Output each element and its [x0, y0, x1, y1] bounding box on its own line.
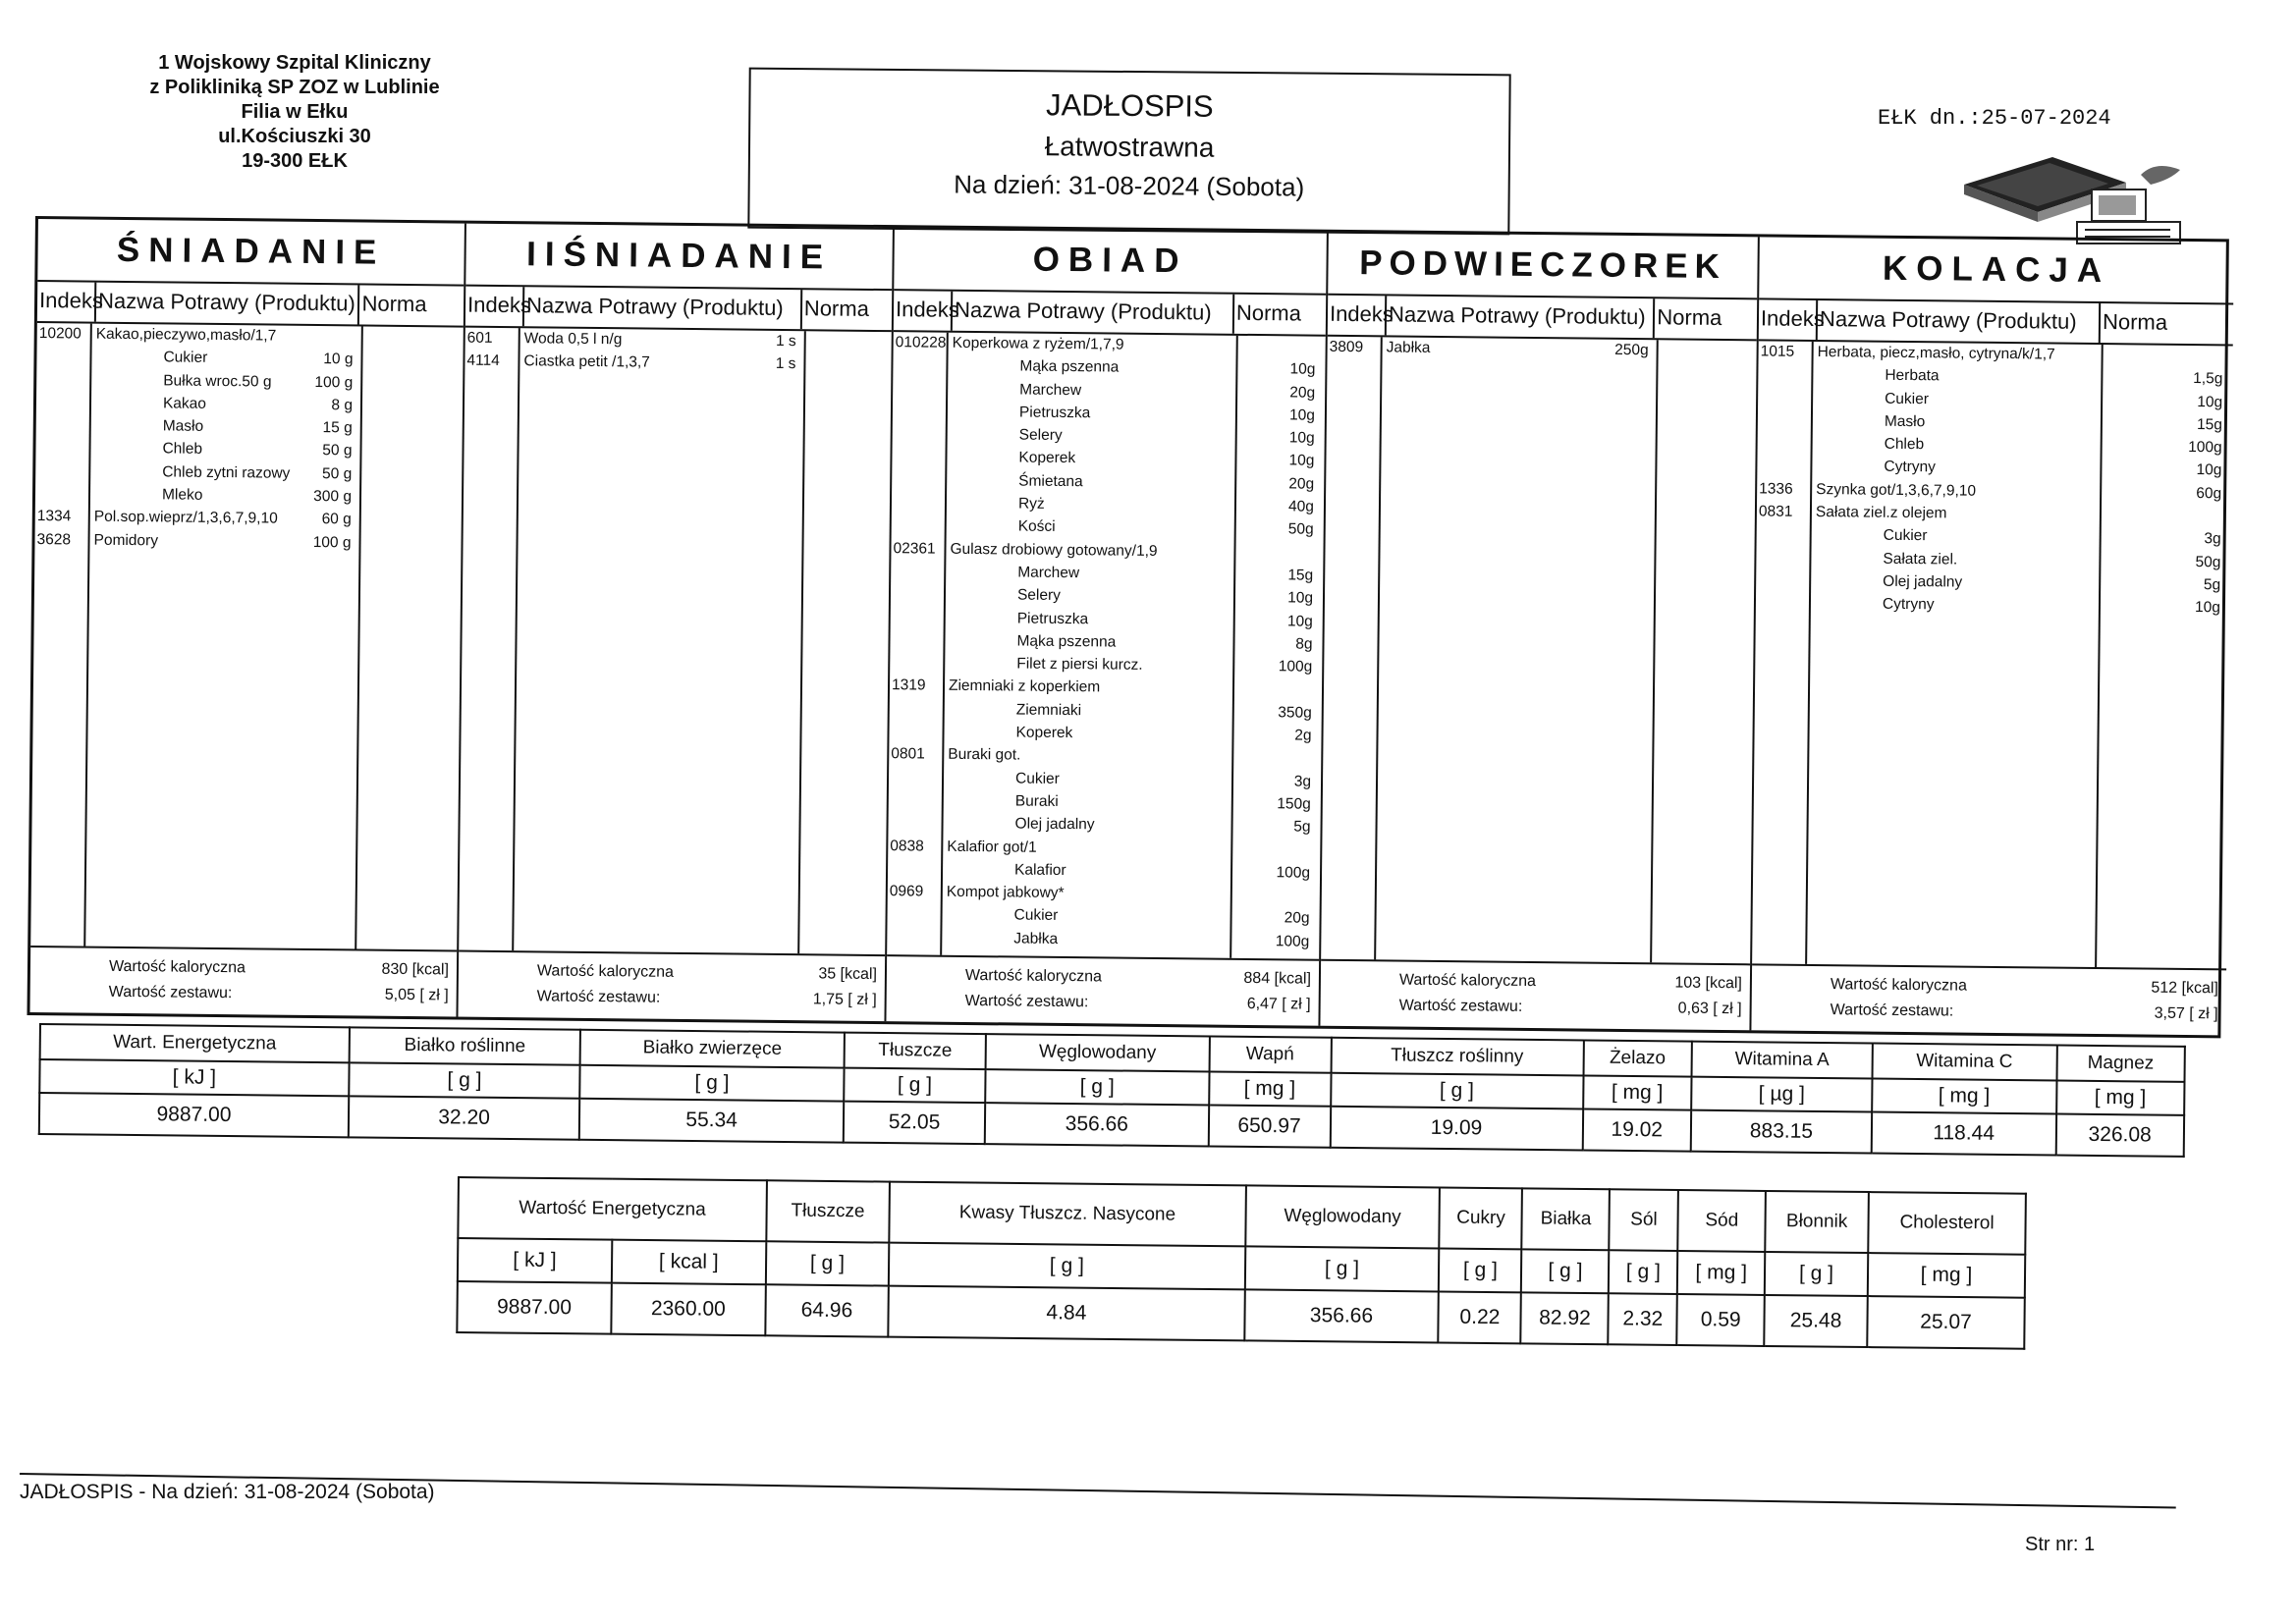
- cost-label: Wartość zestawu:: [108, 983, 233, 1002]
- nutrition-table: [38, 1023, 2186, 1158]
- ingredient-name: Chleb: [162, 440, 203, 459]
- ingredient-name: Selery: [1016, 586, 1062, 605]
- item-norm: 100g: [1276, 864, 1311, 882]
- ingredient-name: Ryż: [1017, 495, 1045, 513]
- nutrient-header: Białko roślinne: [350, 1027, 581, 1064]
- nutrient-value: 326.08: [2055, 1114, 2184, 1157]
- nutrient-header: Tłuszcz roślinny: [1331, 1038, 1583, 1076]
- nutrient-header: Cukry: [1440, 1187, 1523, 1249]
- item-index: 010228: [895, 334, 947, 352]
- calorie-label: Wartość kaloryczna: [964, 966, 1103, 986]
- ingredient-name: Śmietana: [1018, 472, 1083, 490]
- nutrient-unit: [ g ]: [1244, 1246, 1439, 1291]
- item-index: 1319: [891, 676, 926, 694]
- nutrient-value: 4.84: [888, 1286, 1244, 1341]
- institution-address: [118, 51, 471, 174]
- cost-label: Wartość zestawu:: [1398, 997, 1523, 1015]
- page-number: Str nr: 1: [2025, 1534, 2096, 1555]
- item-norm: 10g: [1288, 429, 1315, 447]
- ingredient-name: Olej jadalny: [1014, 815, 1095, 834]
- ingredient-name: Jabłka: [1013, 930, 1059, 947]
- column-header-norm: Norma: [803, 296, 870, 321]
- ingredient-name: Pietruszka: [1018, 404, 1091, 422]
- dish-name: Buraki got.: [948, 746, 1021, 764]
- item-norm: 10g: [2196, 461, 2222, 479]
- meal-body: [459, 328, 892, 957]
- document-title: JADŁOSPIS: [1045, 87, 1214, 124]
- ingredient-name: Cytryny: [1884, 459, 1937, 476]
- dish-name: Sałata ziel.z olejem: [1815, 504, 1947, 522]
- item-index: 10200: [38, 325, 82, 343]
- item-norm: 5g: [1293, 818, 1311, 836]
- nutrient-unit: [ mg ]: [1868, 1253, 2025, 1298]
- column-header-norm: Norma: [361, 291, 427, 317]
- column-header-row: [894, 291, 1326, 337]
- nutrient-unit: [ g ]: [1521, 1249, 1609, 1293]
- ingredient-name: Marchew: [1019, 381, 1082, 399]
- nutrient-header: Węglowodany: [1245, 1185, 1440, 1248]
- menu-date: Na dzień: 31-08-2024 (Sobota): [954, 169, 1305, 202]
- calorie-value: 512 [kcal]: [2151, 979, 2218, 998]
- nutrient-unit: [ g ]: [844, 1068, 986, 1104]
- item-index: 3809: [1329, 338, 1364, 356]
- menu-item-row: [887, 929, 1319, 956]
- nutrient-unit: [ g ]: [579, 1065, 844, 1102]
- item-norm: 8 g: [331, 397, 354, 414]
- dish-name: Kalafior got/1: [947, 838, 1037, 856]
- nutrient-value: 0.22: [1439, 1291, 1522, 1343]
- cost-value: 5,05 [ zł ]: [384, 986, 449, 1004]
- item-norm: 60g: [2196, 484, 2222, 503]
- item-norm: 20g: [1289, 383, 1316, 402]
- column-header-name: Nazwa Potrawy (Produktu): [953, 292, 1234, 334]
- nutrient-header: Magnez: [2056, 1046, 2185, 1082]
- nutrient-header: Kwasy Tłuszcz. Nasycone: [889, 1182, 1245, 1247]
- item-norm: 10g: [1286, 612, 1313, 630]
- item-norm: 150g: [1277, 795, 1311, 813]
- item-norm: 300 g: [313, 488, 353, 506]
- calorie-label: Wartość kaloryczna: [1830, 976, 1967, 995]
- ingredient-name: Koperek: [1018, 449, 1076, 467]
- item-norm: 50g: [1287, 520, 1314, 539]
- ingredient-name: Cukier: [1014, 770, 1060, 787]
- dish-name: Pomidory: [93, 531, 159, 549]
- nutrient-header: Białka: [1522, 1188, 1611, 1250]
- nutrient-value: 9887.00: [39, 1093, 349, 1137]
- item-norm: 10g: [1287, 589, 1314, 607]
- nutrient-header: Żelazo: [1583, 1040, 1692, 1076]
- nutrient-unit: [ g ]: [1765, 1252, 1868, 1296]
- meal-summary: [1320, 961, 1750, 1031]
- column-header-norm: Norma: [1657, 304, 1722, 330]
- item-norm: 5g: [2203, 576, 2221, 594]
- column-header-name: Nazwa Potrawy (Produktu): [1818, 300, 2101, 343]
- nutrient-unit: [ g ]: [1331, 1073, 1583, 1109]
- column-header-index: Indeks: [1759, 299, 1818, 340]
- nutrient-unit: [ kcal ]: [612, 1240, 766, 1285]
- dish-name: Ziemniaki z koperkiem: [948, 677, 1101, 696]
- institution-line: z Polikliniką SP ZOZ w Lublinie: [149, 77, 440, 98]
- ingredient-name: Ziemniaki: [1015, 701, 1082, 719]
- menu-table: [27, 216, 2228, 1038]
- nutrient-unit: [ kJ ]: [458, 1238, 612, 1283]
- ingredient-name: Mąka pszenna: [1016, 632, 1117, 651]
- meal-summary: [1751, 965, 2226, 1035]
- column-header-index: Indeks: [465, 287, 524, 327]
- item-norm: 10g: [1288, 406, 1316, 424]
- nutrient-unit: [ mg ]: [1677, 1251, 1765, 1295]
- ingredient-name: Buraki: [1014, 792, 1059, 810]
- nutrient-value: 2360.00: [611, 1283, 765, 1336]
- column-header-name: Nazwa Potrawy (Produktu): [96, 283, 360, 325]
- calorie-value: 103 [kcal]: [1674, 974, 1742, 993]
- nutrient-value: 25.48: [1764, 1295, 1867, 1347]
- item-norm: 20g: [1288, 475, 1315, 493]
- ingredient-name: Mleko: [161, 486, 203, 504]
- ingredient-name: Kakao: [162, 395, 207, 412]
- ingredient-name: Selery: [1018, 426, 1063, 445]
- item-index: 601: [466, 329, 493, 347]
- column-header-norm: Norma: [1235, 299, 1302, 326]
- column-header-row: [465, 287, 892, 333]
- item-norm: 250g: [1614, 341, 1649, 359]
- item-norm: 1 s: [775, 332, 796, 351]
- column-header-norm: Norma: [2102, 309, 2168, 335]
- cost-value: 6,47 [ zł ]: [1246, 995, 1311, 1013]
- nutrient-unit: [ g ]: [766, 1241, 890, 1285]
- ingredient-name: Chleb zytni razowy: [162, 463, 291, 482]
- ingredient-name: Herbata: [1885, 367, 1940, 385]
- item-norm: 20g: [1284, 909, 1310, 928]
- menu-item-row: [1328, 339, 1757, 366]
- dish-name: Gulasz drobiowy gotowany/1,9: [950, 540, 1158, 560]
- nutrient-value: 2.32: [1609, 1293, 1677, 1345]
- item-norm: 100g: [1278, 658, 1313, 676]
- nutrient-header: Białko zwierzęce: [580, 1030, 845, 1068]
- nutrient-header: Witamina A: [1692, 1042, 1873, 1079]
- nutrient-header: Tłuszcze: [845, 1033, 987, 1070]
- item-norm: 10g: [1288, 452, 1315, 470]
- nutrient-value: 19.09: [1330, 1107, 1582, 1151]
- nutrition-label-table: [456, 1176, 2027, 1350]
- calorie-label: Wartość kaloryczna: [108, 957, 246, 977]
- nutrient-value: 32.20: [349, 1096, 580, 1139]
- ingredient-name: Marchew: [1017, 564, 1080, 582]
- item-norm: 15 g: [322, 419, 353, 437]
- dish-name: Ciastka petit /1,3,7: [523, 352, 650, 371]
- nutrient-unit: [ g ]: [1609, 1250, 1677, 1294]
- ingredient-name: Kości: [1017, 517, 1056, 536]
- meal-summary: [30, 947, 458, 1017]
- item-norm: 8g: [1295, 635, 1313, 653]
- nutrient-header: Węglowodany: [986, 1034, 1210, 1071]
- ingredient-name: Chleb: [1884, 435, 1925, 454]
- institution-line: ul.Kościuszki 30: [218, 126, 371, 147]
- ingredient-name: Cukier: [1013, 906, 1059, 925]
- calorie-label: Wartość kaloryczna: [1398, 971, 1537, 991]
- column-header-index: Indeks: [1328, 296, 1387, 336]
- nutrient-unit: [ kJ ]: [39, 1059, 349, 1096]
- column-header-index: Indeks: [894, 291, 953, 331]
- column-header-row: [1328, 296, 1757, 342]
- nutrient-value: 118.44: [1872, 1112, 2056, 1156]
- item-norm: 3g: [1293, 773, 1312, 790]
- item-norm: 10g: [1289, 360, 1316, 378]
- meal-section: [1751, 237, 2233, 1035]
- institution-line: 19-300 EŁK: [242, 150, 348, 172]
- dish-name: Kompot jabkowy*: [946, 883, 1065, 902]
- nutrient-header: Wapń: [1209, 1036, 1331, 1072]
- meal-body: [887, 332, 1326, 961]
- item-index: 1336: [1759, 480, 1793, 498]
- ingredient-name: Kalafior: [1013, 861, 1066, 879]
- meal-body: [1321, 337, 1757, 966]
- nutrient-unit: [ g ]: [1439, 1248, 1522, 1292]
- ingredient-name: Mąka pszenna: [1019, 357, 1120, 376]
- item-norm: 350g: [1278, 704, 1312, 722]
- nutrient-unit: [ g ]: [349, 1062, 580, 1098]
- nutrient-value: 650.97: [1208, 1105, 1331, 1147]
- dish-name: Woda 0,5 l n/g: [523, 330, 623, 349]
- meal-section: [30, 219, 466, 1017]
- nutrient-value: 82.92: [1521, 1292, 1609, 1344]
- item-norm: 3g: [2204, 530, 2221, 548]
- book-computer-icon: [1959, 155, 2190, 248]
- menu-item-row: [34, 531, 461, 559]
- item-index: 3628: [36, 530, 72, 549]
- item-index: 4114: [466, 352, 500, 370]
- meal-section: [1320, 233, 1759, 1031]
- meal-title: OBIAD: [894, 228, 1327, 296]
- calorie-label: Wartość kaloryczna: [536, 962, 675, 981]
- meal-title: PODWIECZOREK: [1328, 233, 1758, 300]
- item-norm: 100g: [2188, 439, 2222, 457]
- nutrient-header: Wart. Energetyczna: [40, 1024, 350, 1062]
- nutrient-value: 55.34: [579, 1099, 844, 1143]
- cost-value: 3,57 [ zł ]: [2154, 1004, 2218, 1023]
- item-index: 0969: [889, 883, 924, 900]
- calorie-value: 35 [kcal]: [818, 965, 878, 984]
- item-norm: 15g: [1287, 567, 1314, 584]
- nutrient-unit: [ mg ]: [2056, 1081, 2185, 1115]
- dish-name: Kakao,pieczywo,masło/1,7: [95, 325, 277, 345]
- nutrient-unit: [ mg ]: [1872, 1079, 2056, 1114]
- column-header-name: Nazwa Potrawy (Produktu): [524, 287, 802, 329]
- item-norm: 1,5g: [2193, 370, 2223, 388]
- cost-label: Wartość zestawu:: [964, 992, 1089, 1011]
- item-index: 0831: [1758, 503, 1793, 520]
- meal-section: [886, 228, 1328, 1026]
- cost-label: Wartość zestawu:: [536, 988, 661, 1006]
- cost-label: Wartość zestawu:: [1830, 1001, 1954, 1020]
- dish-name: Koperkowa z ryżem/1,7,9: [952, 334, 1124, 353]
- ingredient-name: Cukier: [1883, 527, 1928, 545]
- diet-name: Łatwostrawna: [1044, 131, 1215, 163]
- item-norm: 100g: [1275, 932, 1310, 950]
- item-norm: 50g: [2195, 553, 2221, 570]
- nutrient-value: 25.07: [1867, 1296, 2025, 1349]
- nutrient-header: Sól: [1610, 1189, 1679, 1251]
- item-index: 1334: [36, 508, 72, 525]
- meal-title: ŚNIADANIE: [37, 219, 465, 287]
- item-norm: 50 g: [322, 464, 353, 483]
- column-header-row: [1759, 299, 2233, 346]
- nutrient-value: 356.66: [985, 1103, 1209, 1146]
- item-norm: 40g: [1288, 498, 1315, 515]
- meal-body: [1752, 341, 2233, 970]
- cost-value: 1,75 [ zł ]: [812, 991, 877, 1009]
- meal-body: [30, 323, 464, 952]
- nutrient-value: 356.66: [1244, 1289, 1439, 1342]
- ingredient-name: Pietruszka: [1016, 610, 1089, 627]
- item-index: 02361: [893, 539, 936, 558]
- ingredient-name: Sałata ziel.: [1883, 550, 1958, 568]
- calorie-value: 830 [kcal]: [381, 960, 450, 979]
- nutrient-unit: [ g ]: [889, 1243, 1245, 1290]
- item-norm: 100 g: [314, 373, 354, 391]
- nutrient-value: 9887.00: [457, 1281, 611, 1334]
- ingredient-name: Cytryny: [1882, 595, 1935, 614]
- item-norm: 15g: [2196, 415, 2222, 434]
- dish-name: Szynka got/1,3,6,7,9,10: [1816, 480, 1977, 500]
- ingredient-name: Cukier: [163, 349, 208, 367]
- item-norm: 50 g: [322, 442, 353, 460]
- institution-line: Filia w Ełku: [241, 101, 349, 123]
- ingredient-name: Filet z piersi kurcz.: [1016, 655, 1143, 674]
- item-norm: 10g: [2197, 393, 2223, 410]
- nutrient-value: 19.02: [1582, 1109, 1691, 1151]
- item-norm: 1 s: [775, 355, 796, 373]
- nutrient-unit: [ µg ]: [1691, 1077, 1872, 1112]
- nutrient-header: Cholesterol: [1868, 1192, 2026, 1255]
- nutrient-header: Błonnik: [1765, 1191, 1868, 1253]
- item-norm: 2g: [1294, 727, 1312, 744]
- item-norm: 60 g: [321, 511, 352, 528]
- item-index: 1015: [1760, 343, 1795, 360]
- print-date: EŁK dn.:25-07-2024: [1878, 106, 2111, 131]
- ingredient-name: Bułka wroc.50 g: [163, 371, 272, 391]
- meal-title: IIŚNIADANIE: [465, 224, 893, 292]
- title-box: [747, 68, 1510, 236]
- nutrient-header: Wartość Energetyczna: [458, 1177, 766, 1241]
- dish-name: Herbata, piecz,masło, cytryna/k/1,7: [1817, 344, 2055, 363]
- nutrient-header: Sód: [1678, 1190, 1767, 1252]
- meal-summary: [458, 952, 885, 1022]
- ingredient-name: Cukier: [1885, 390, 1930, 407]
- cost-value: 0,63 [ zł ]: [1677, 1000, 1742, 1018]
- dish-name: Jabłka: [1386, 339, 1431, 356]
- item-norm: 10g: [2194, 599, 2221, 617]
- column-header-name: Nazwa Potrawy (Produktu): [1387, 296, 1656, 338]
- ingredient-name: Olej jadalny: [1883, 572, 1963, 591]
- nutrient-header: Witamina C: [1872, 1044, 2056, 1081]
- nutrient-value: 0.59: [1677, 1294, 1765, 1346]
- meal-title: KOLACJA: [1759, 237, 2234, 304]
- nutrient-unit: [ mg ]: [1209, 1071, 1331, 1106]
- item-norm: 10 g: [323, 351, 354, 368]
- dish-name: Pol.sop.wieprz/1,3,6,7,9,10: [93, 509, 278, 527]
- item-index: 0838: [890, 837, 924, 855]
- item-index: 0801: [891, 745, 925, 763]
- column-header-index: Indeks: [37, 282, 96, 322]
- meal-section: [458, 224, 894, 1022]
- nutrient-value: 52.05: [844, 1102, 986, 1145]
- nutrient-header: Tłuszcze: [766, 1180, 890, 1242]
- nutrient-value: 64.96: [765, 1284, 889, 1336]
- nutrient-unit: [ g ]: [985, 1069, 1209, 1105]
- ingredient-name: Masło: [162, 417, 204, 435]
- nutrient-value: 883.15: [1691, 1110, 1872, 1154]
- institution-line: 1 Wojskowy Szpital Kliniczny: [158, 52, 431, 74]
- menu-item-row: [465, 352, 891, 380]
- meal-summary: [886, 956, 1319, 1026]
- footer-caption: JADŁOSPIS - Na dzień: 31-08-2024 (Sobota): [20, 1481, 435, 1503]
- item-norm: 100 g: [312, 533, 352, 552]
- column-header-row: [37, 282, 464, 328]
- ingredient-name: Masło: [1884, 412, 1926, 431]
- nutrient-unit: [ mg ]: [1583, 1075, 1692, 1109]
- ingredient-name: Koperek: [1015, 724, 1073, 742]
- calorie-value: 884 [kcal]: [1243, 969, 1312, 988]
